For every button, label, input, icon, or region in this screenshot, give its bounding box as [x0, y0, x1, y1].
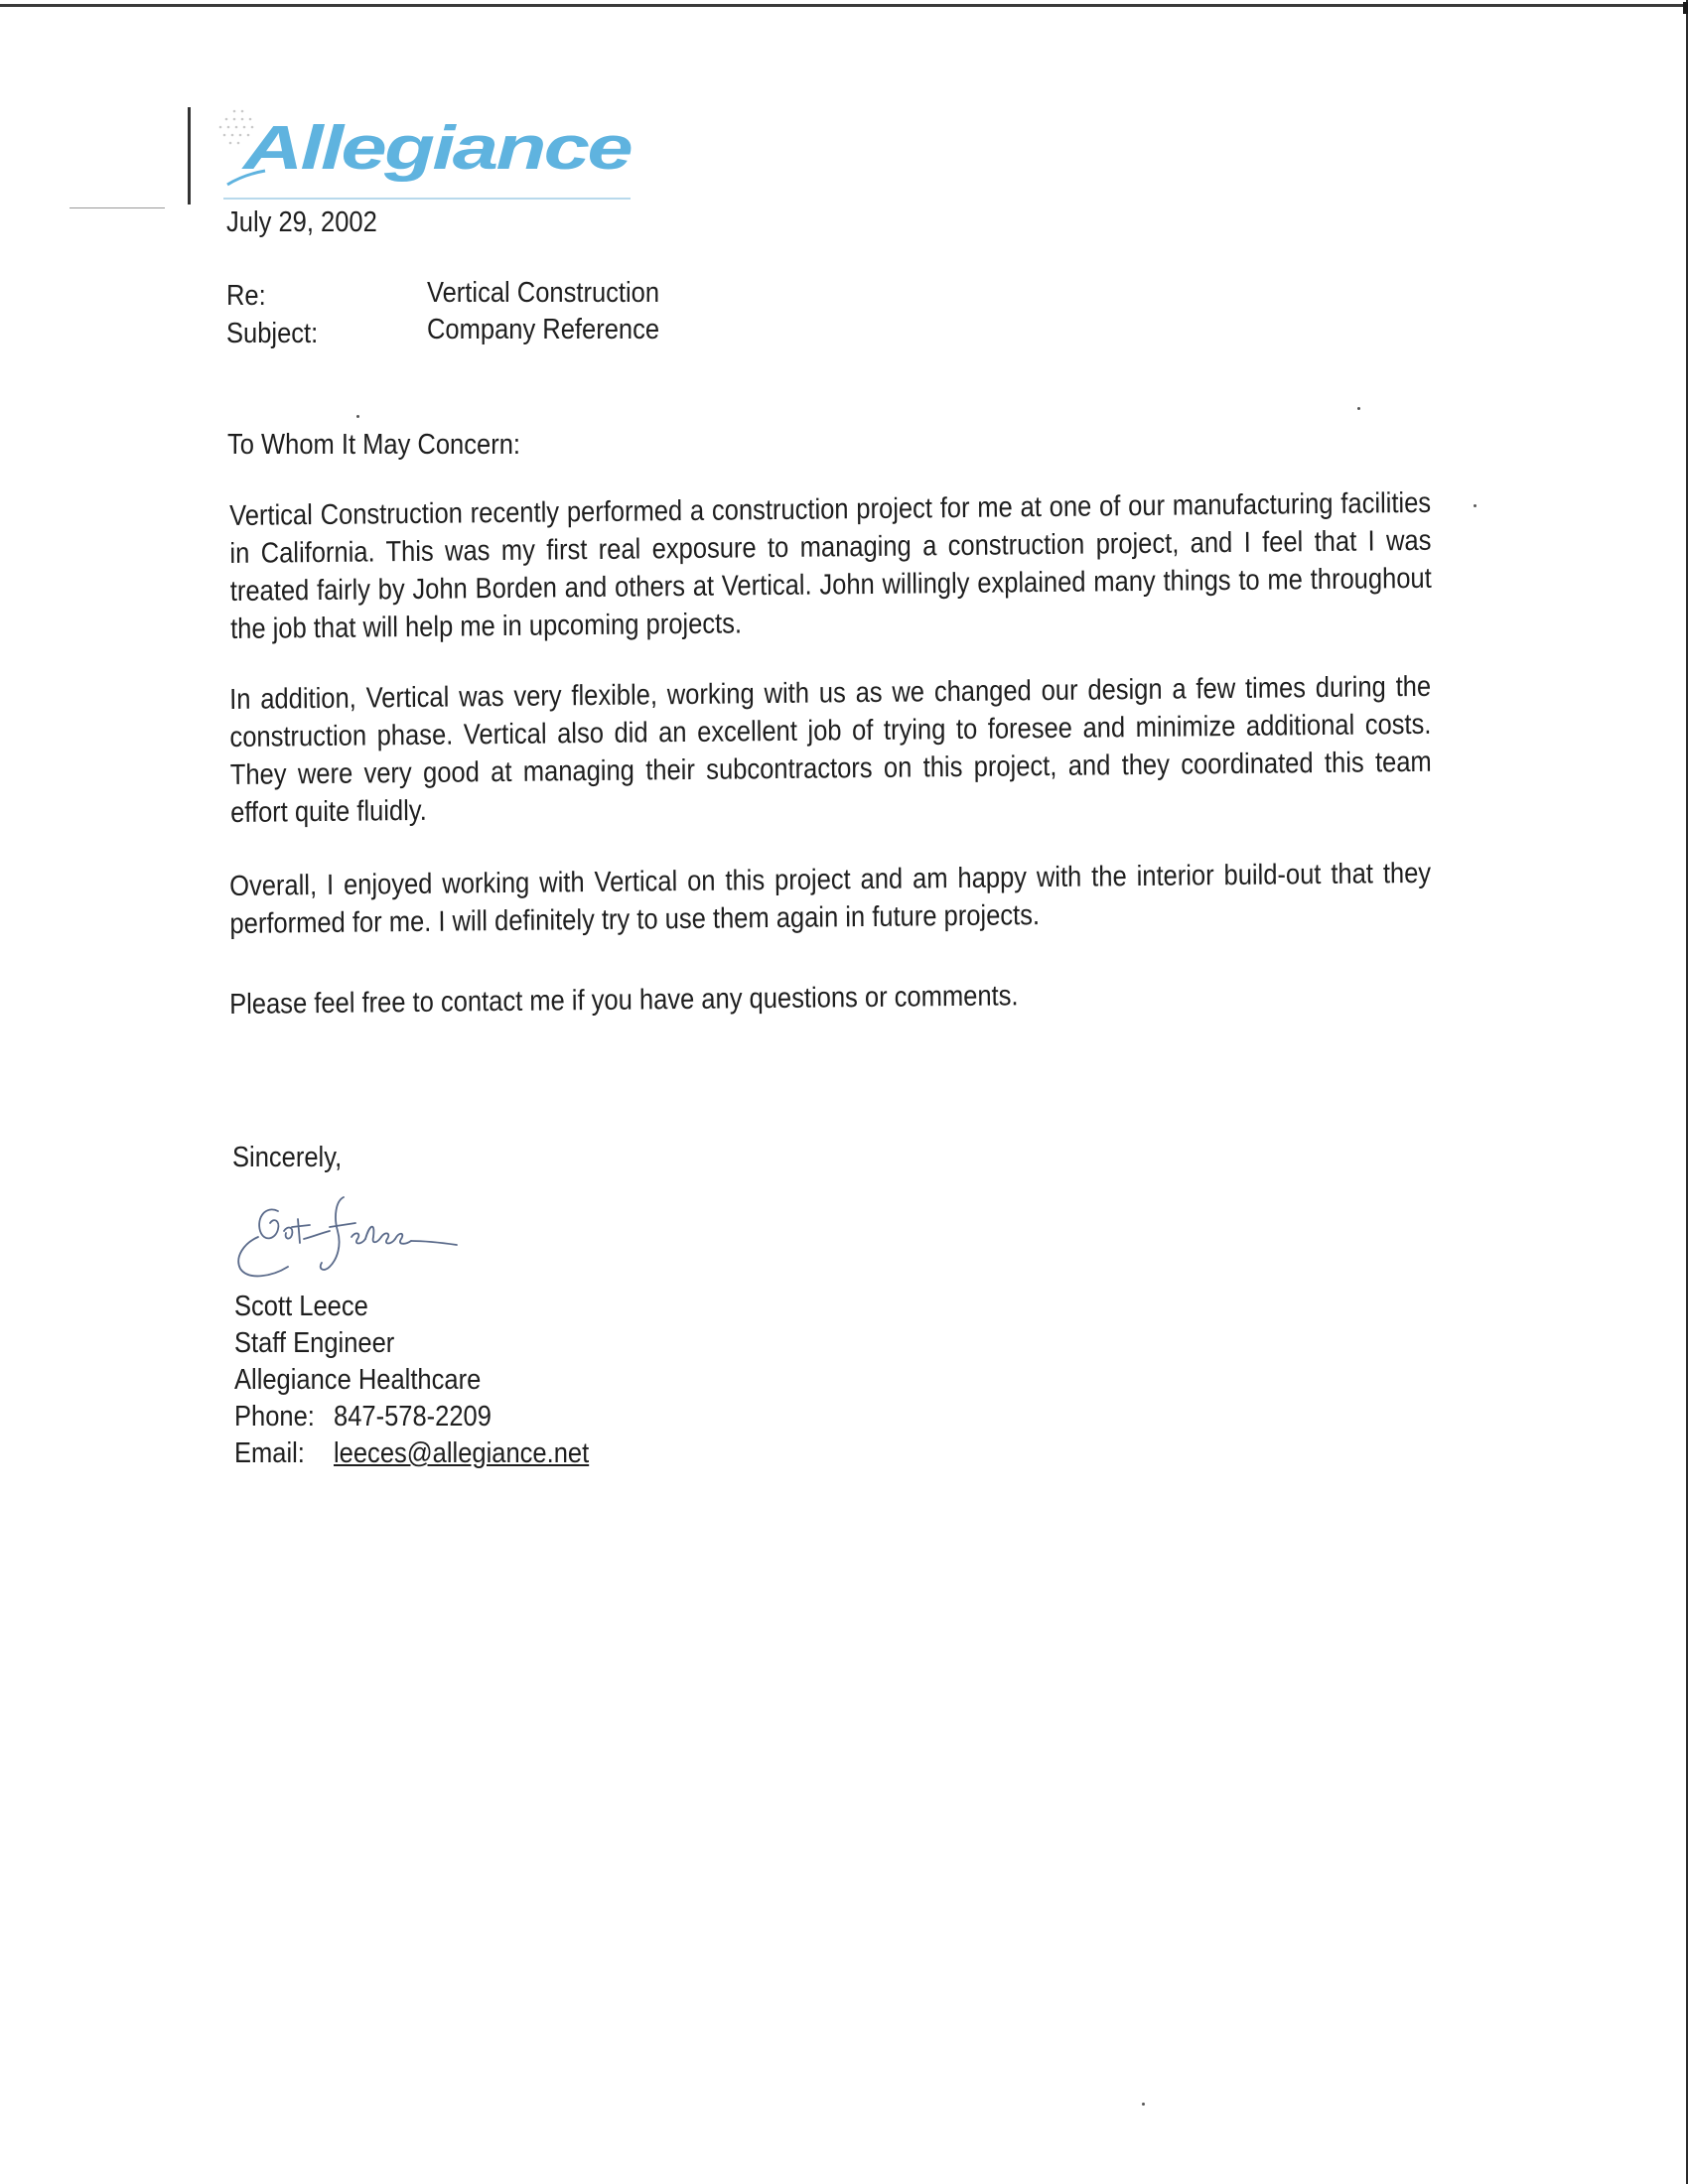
- sender-company: Allegiance Healthcare: [234, 1364, 482, 1396]
- subject-label: Subject:: [226, 318, 319, 349]
- scan-edge-top: [0, 4, 1688, 7]
- scan-edge-corner: [1683, 2, 1688, 14]
- body-paragraph-4: [229, 974, 1287, 1024]
- salutation: To Whom It May Concern:: [227, 429, 520, 461]
- subject-value: Company Reference: [427, 314, 660, 345]
- sender-name: Scott Leece: [234, 1291, 368, 1322]
- body-paragraph-1: [229, 485, 1432, 648]
- paragraph-text: Vertical Construction recently performed a construction project for me at one of our manufacturing facilities in California. This was my first real exposure to managing a construction project, and I feel that I was treated fairly by John Borden and others at Vertical. John willingly explained many things to me throughout the job that will help me in upcoming projects.: [229, 486, 1432, 645]
- margin-mark: [188, 107, 191, 205]
- re-value: Vertical Construction: [427, 277, 660, 309]
- handwritten-signature-icon: [226, 1187, 465, 1287]
- phone-number: 847-578-2209: [334, 1401, 492, 1433]
- re-label: Re:: [226, 280, 266, 312]
- letter-date: July 29, 2002: [226, 206, 377, 238]
- body-paragraph-3: [229, 856, 1432, 943]
- phone-label: Phone:: [234, 1401, 315, 1433]
- paragraph-text: Please feel free to contact me if you have any questions or comments.: [229, 980, 1019, 1021]
- scan-speck: [1142, 2103, 1145, 2106]
- scan-speck: [1357, 407, 1360, 410]
- sender-title: Staff Engineer: [234, 1327, 395, 1359]
- scan-speck: [1474, 504, 1477, 507]
- paragraph-text: In addition, Vertical was very flexible, working with us as we changed our design a few times during the construction phase. Vertical also did an excellent job of trying to foresee and minimize additional costs. They were very good at managing their subcontractors on this project, and they coordinated this team effort quite fluidly.: [229, 670, 1432, 829]
- letterhead-rule: [223, 198, 631, 200]
- email-link[interactable]: leeces@allegiance.net: [334, 1437, 590, 1469]
- body-paragraph-2: [229, 669, 1432, 832]
- allegiance-logo: [213, 109, 650, 199]
- paragraph-text: Overall, I enjoyed working with Vertical on this project and am happy with the interior build-out that they performed for me. I will definitely try to use them again in future projects.: [229, 857, 1432, 940]
- logo-wordmark: Allegiance: [240, 114, 632, 183]
- scan-speck: [356, 415, 359, 418]
- email-label: Email:: [234, 1437, 305, 1469]
- closing: Sincerely,: [232, 1142, 343, 1173]
- margin-rule: [70, 207, 165, 208]
